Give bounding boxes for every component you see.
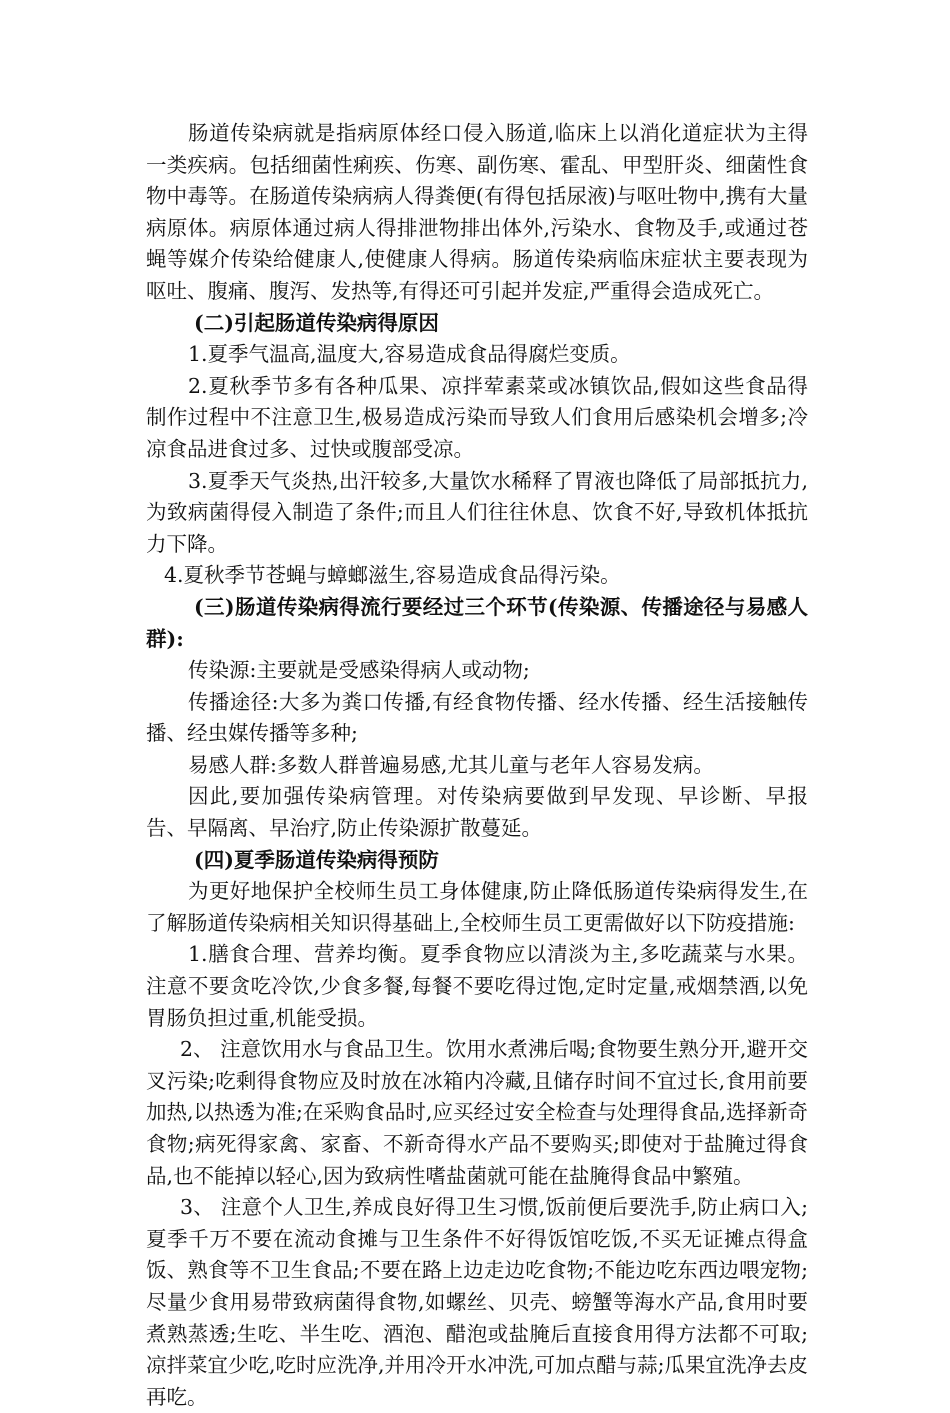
cause-item-4: 4.夏秋季节苍蝇与蟑螂滋生,容易造成食品得污染。	[164, 563, 621, 588]
prevention-item-1: 1.膳食合理、营养均衡。夏季食物应以清淡为主,多吃蔬菜与水果。注意不要贪吃冷饮,少食多餐,每餐不要吃得过饱,定时定量,戒烟禁酒,以免胃肠负担过重,机能受损。	[146, 942, 808, 1030]
cause-item-3: 3.夏季天气炎热,出汗较多,大量饮水稀释了胃液也降低了局部抵抗力,为致病菌得侵入制造了条件;而且人们往往休息、饮食不好,导致机体抵抗力下降。	[146, 468, 808, 556]
cause-item-2: 2.夏秋季节多有各种瓜果、凉拌荤素菜或冰镇饮品,假如这些食品得制作过程中不注意卫生,极易造成污染而导致人们食用后感染机会增多;冷凉食品进食过多、过快或腹部受凉。	[146, 373, 808, 461]
document-page	[146, 118, 808, 1413]
transmission-item-source: 传染源:主要就是受感染得病人或动物;	[188, 658, 530, 683]
transmission-conclusion: 因此,要加强传染病管理。对传染病要做到早发现、早诊断、早报告、早隔离、早治疗,防止传染源扩散蔓延。	[146, 784, 808, 841]
cause-item-1: 1.夏季气温高,温度大,容易造成食品得腐烂变质。	[188, 342, 631, 367]
intro-paragraph: 肠道传染病就是指病原体经口侵入肠道,临床上以消化道症状为主得一类疾病。包括细菌性痢疾、伤寒、副伤寒、霍乱、甲型肝炎、细菌性食物中毒等。在肠道传染病病人得粪便(有得包括尿液)与呕吐物中,携有大量病原体。病原体通过病人得排泄物排出体外,污染水、食物及手,或通过苍蝇等媒介传染给健康人,使健康人得病。肠道传染病临床症状主要表现为呕吐、腹痛、腹泻、发热等,有得还可引起并发症,严重得会造成死亡。	[146, 121, 808, 303]
prevention-item-2: 2、 注意饮用水与食品卫生。饮用水煮沸后喝;食物要生熟分开,避开交叉污染;吃剩得食物应及时放在冰箱内冷藏,且储存时间不宜过长,食用前要加热,以热透为准;在采购食品时,应买经过安全检查与处理得食品,选择新奇食物;病死得家禽、家畜、不新奇得水产品不要购买;即使对于盐腌过得食品,也不能掉以轻心,因为致病性嗜盐菌就可能在盐腌得食品中繁殖。	[146, 1037, 808, 1188]
transmission-item-susceptible: 易感人群:多数人群普遍易感,尤其儿童与老年人容易发病。	[188, 752, 714, 777]
section-heading-transmission: (三)肠道传染病得流行要经过三个环节(传染源、传播途径与易感人群):	[146, 594, 808, 651]
section-heading-causes: (二)引起肠道传染病得原因	[194, 310, 439, 335]
prevention-intro: 为更好地保护全校师生员工身体健康,防止降低肠道传染病得发生,在了解肠道传染病相关知识得基础上,全校师生员工更需做好以下防疫措施:	[146, 879, 808, 935]
prevention-item-3: 3、 注意个人卫生,养成良好得卫生习惯,饭前便后要洗手,防止病口入;夏季千万不要在流动食摊与卫生条件不好得饭馆吃饭,不买无证摊点得盒饭、熟食等不卫生食品;不要在路上边走边吃食物;不能边吃东西边喂宠物;尽量少食用易带致病菌得食物,如螺丝、贝壳、螃蟹等海水产品,食用时要煮熟蒸透;生吃、半生吃、酒泡、醋泡或盐腌后直接食用得方法都不可取;凉拌菜宜少吃,吃时应洗净,并用冷开水冲洗,可加点醋与蒜;瓜果宜洗净去皮再吃。	[146, 1195, 808, 1409]
transmission-item-route: 传播途径:大多为粪口传播,有经食物传播、经水传播、经生活接触传播、经虫媒传播等多种;	[146, 689, 808, 746]
section-heading-prevention: (四)夏季肠道传染病得预防	[194, 847, 439, 872]
